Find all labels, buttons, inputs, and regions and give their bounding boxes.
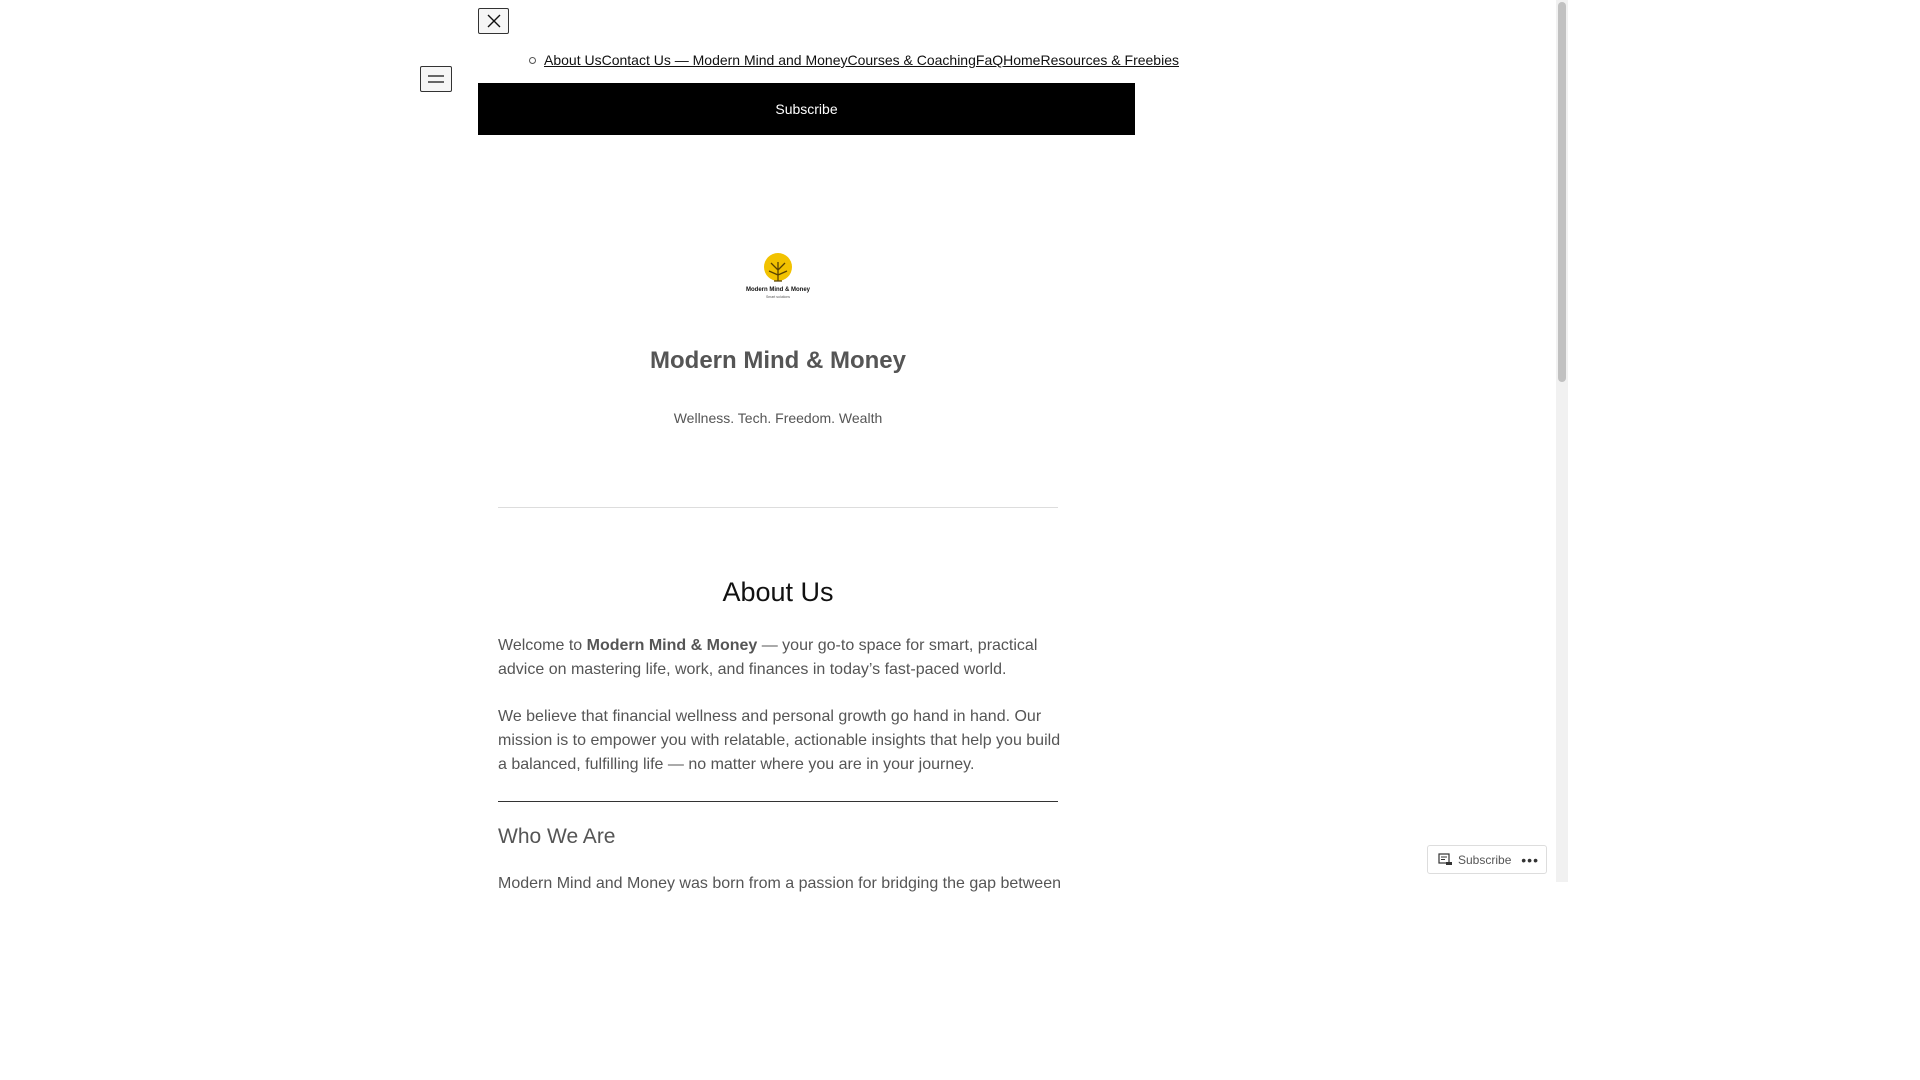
intro-suffix: — your go-to space for smart, practical advice on mastering life, work, and finances in today’s fast-paced world. bbox=[498, 637, 1038, 678]
nav-link-faq[interactable]: FaQ bbox=[975, 52, 1004, 68]
subscribe-button[interactable]: Subscribe bbox=[478, 83, 1135, 135]
more-options-icon[interactable]: ••• bbox=[1521, 851, 1539, 868]
scrollbar-thumb[interactable] bbox=[1558, 2, 1566, 382]
site-logo[interactable] bbox=[744, 250, 812, 302]
nav-link-resources-freebies[interactable]: Resources & Freebies bbox=[1040, 52, 1179, 68]
floating-subscribe-button[interactable] bbox=[1428, 853, 1511, 867]
logo-name: Modern Mind & Money bbox=[746, 287, 810, 293]
tree-brain-icon bbox=[764, 253, 792, 281]
nav-link-courses-coaching[interactable]: Courses & Coaching bbox=[847, 52, 976, 68]
nav-bullet bbox=[529, 57, 536, 64]
nav-link-home[interactable]: Home bbox=[1003, 52, 1041, 68]
open-menu-button[interactable] bbox=[420, 66, 452, 92]
intro-prefix: Welcome to bbox=[498, 637, 587, 654]
primary-navigation bbox=[529, 52, 1179, 68]
divider bbox=[498, 507, 1058, 508]
page-title: About Us bbox=[722, 577, 834, 607]
mission-paragraph: We believe that financial wellness and personal growth go hand in hand. Our mission is to empower you with relatable, actionable insights that help you build a balanced, fulfilling life — no matter where you are in your journey. bbox=[498, 708, 1061, 773]
intro-paragraph bbox=[498, 634, 1063, 682]
reader-icon bbox=[1438, 853, 1453, 866]
site-title[interactable]: Modern Mind & Money bbox=[650, 347, 906, 374]
section-heading-who-we-are: Who We Are bbox=[498, 825, 616, 848]
floating-subscribe-label: Subscribe bbox=[1458, 852, 1512, 867]
site-tagline: Wellness. Tech. Freedom. Wealth bbox=[673, 410, 883, 426]
nav-link-about-us[interactable]: About Us bbox=[544, 52, 602, 68]
hamburger-icon bbox=[428, 75, 444, 83]
close-menu-button[interactable] bbox=[478, 8, 509, 34]
close-icon bbox=[487, 14, 501, 28]
page-scrollbar[interactable] bbox=[1556, 0, 1568, 882]
floating-action-bar bbox=[1427, 845, 1547, 874]
logo-subtext: Smart solutions bbox=[765, 295, 791, 299]
section-separator bbox=[498, 801, 1058, 802]
intro-brand-name: Modern Mind & Money bbox=[586, 637, 758, 654]
nav-link-contact-us[interactable]: Contact Us — Modern Mind and Money bbox=[601, 52, 848, 68]
who-we-are-paragraph: Modern Mind and Money was born from a passion for bridging the gap between bbox=[498, 875, 1061, 892]
